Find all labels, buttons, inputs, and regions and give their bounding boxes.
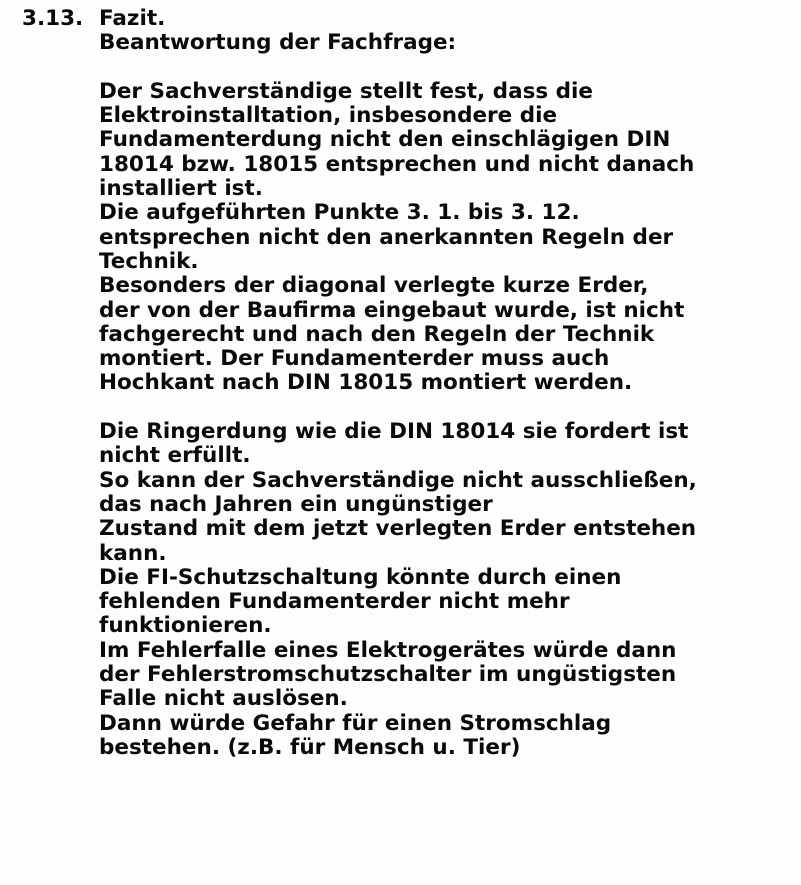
text-line: entsprechen nicht den anerkannten Regeln der [99,224,674,250]
text-line: der von der Baufirma eingebaut wurde, ist nicht [99,297,685,323]
text-line: Im Fehlerfalle eines Elektrogerätes würde dann [99,637,677,663]
text-line: 18014 bzw. 18015 entsprechen und nicht danach [99,151,695,177]
paragraph-1 [99,80,789,396]
text-line: das nach Jahren ein ungünstiger [99,491,493,517]
text-line: Hochkant nach DIN 18015 montiert werden. [99,370,633,396]
text-line: Die FI-Schutzschaltung könnte durch einen [99,564,622,590]
paragraph-gap [99,396,789,420]
text-line: bestehen. (z.B. für Mensch u. Tier) [99,734,521,760]
paragraph-2 [99,420,789,760]
text-line: Besonders der diagonal verlegte kurze Erder, [99,273,649,299]
text-line: Fundamenterdung nicht den einschlägigen DIN [99,127,671,153]
section-content [99,7,789,760]
text-line: installiert ist. [99,176,263,202]
section-number: 3.13. [22,6,84,31]
section-subtitle: Beantwortung der Fachfrage: [99,30,457,56]
text-line: Elektroinstalltation, insbesondere die [99,103,558,129]
text-line: fachgerecht und nach den Regeln der Technik [99,321,655,347]
text-line: montiert. Der Fundamenterder muss auch [99,346,610,372]
text-line: nicht erfüllt. [99,443,251,469]
text-line: Der Sachverständige stellt fest, dass die [99,78,594,104]
text-line: fehlenden Fundamenterder nicht mehr [99,589,570,615]
text-line: Zustand mit dem jetzt verlegten Erder entstehen [99,516,697,542]
paragraph-gap [99,56,789,80]
text-line: kann. [99,540,167,566]
text-line: So kann der Sachverständige nicht ausschließen, [99,467,697,493]
text-line: Die Ringerdung wie die DIN 18014 sie fordert ist [99,419,689,445]
text-line: funktionieren. [99,613,272,639]
text-line: Dann würde Gefahr für einen Stromschlag [99,710,612,736]
section-title: Fazit. [99,6,166,31]
text-line: Falle nicht auslösen. [99,686,348,712]
text-line: Technik. [99,248,199,274]
text-line: Die aufgeführten Punkte 3. 1. bis 3. 12. [99,200,580,226]
text-line: der Fehlerstromschutzschalter im ungüstigsten [99,662,677,688]
